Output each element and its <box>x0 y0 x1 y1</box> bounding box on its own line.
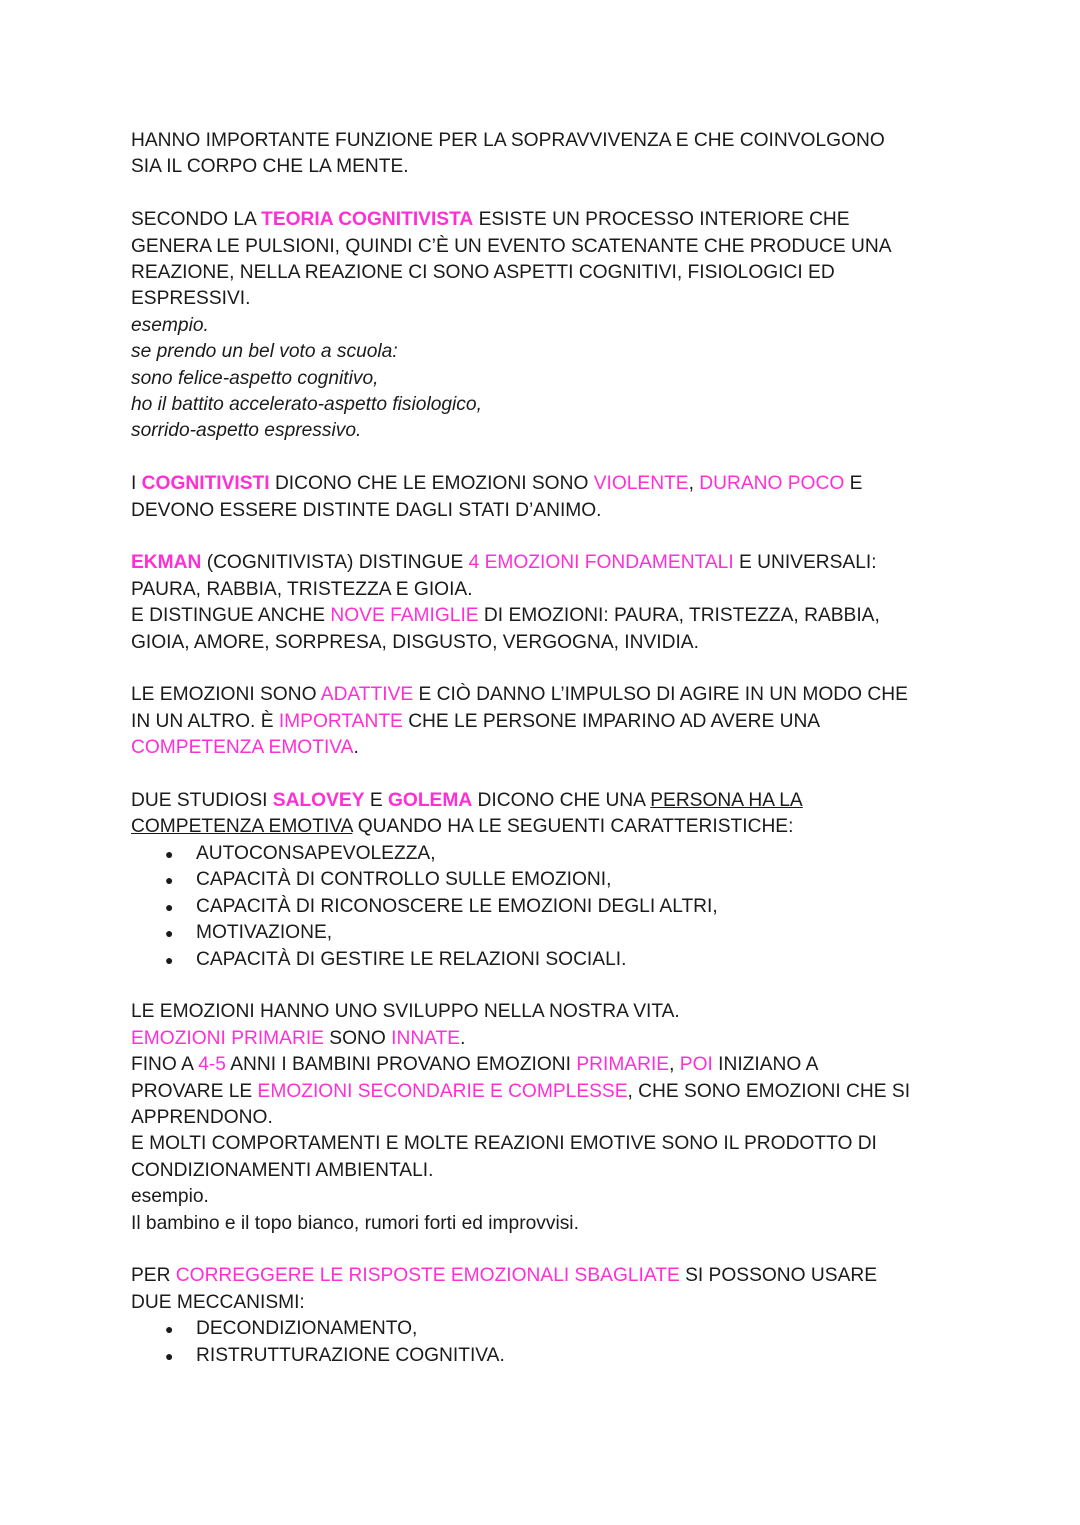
text-line: APPRENDONO. <box>131 1106 273 1128</box>
ekman-paragraph <box>131 550 971 656</box>
text-run: . <box>353 737 359 759</box>
text-line: GENERA LE PULSIONI, QUINDI C’È UN EVENTO SCATENANTE CHE PRODUCE UNA <box>131 235 892 257</box>
example-line: sono felice-aspetto cognitivo, <box>131 367 379 389</box>
list-item: ● RISTRUTTURAZIONE COGNITIVA. <box>131 1343 971 1369</box>
highlight-primarie: PRIMARIE <box>576 1054 670 1076</box>
document-page <box>131 128 971 1369</box>
highlight-teoria-cognitivista: TEORIA COGNITIVISTA <box>261 209 474 231</box>
intro-line-1: HANNO IMPORTANTE FUNZIONE PER LA SOPRAVVIVENZA E CHE COINVOLGONO <box>131 130 885 151</box>
list-item: ● DECONDIZIONAMENTO, <box>131 1316 971 1342</box>
text-run: E CIÒ DANNO L’IMPULSO DI AGIRE IN UN MODO CHE <box>413 684 908 706</box>
highlight-poi: POI <box>679 1054 713 1076</box>
highlight-emozioni-secondarie: EMOZIONI SECONDARIE E COMPLESSE <box>257 1080 628 1102</box>
text-run: DUE STUDIOSI <box>131 790 273 812</box>
text-run: E UNIVERSALI: <box>733 552 877 574</box>
text-run: E <box>364 790 388 812</box>
highlight-importante: IMPORTANTE <box>278 710 403 732</box>
text-line: PAURA, RABBIA, TRISTEZZA E GIOIA. <box>131 578 473 600</box>
highlight-violente: VIOLENTE <box>593 473 689 495</box>
text-run: IN UN ALTRO. È <box>131 710 279 732</box>
text-run: SI POSSONO USARE <box>679 1265 878 1287</box>
sviluppo-paragraph <box>131 999 971 1237</box>
text-run: E DISTINGUE ANCHE <box>131 605 331 627</box>
intro-line-2: SIA IL CORPO CHE LA MENTE. <box>131 156 409 178</box>
underline-competenza: COMPETENZA EMOTIVA <box>131 816 353 838</box>
text-line: DEVONO ESSERE DISTINTE DAGLI STATI D’ANIMO. <box>131 499 602 521</box>
highlight-golema: GOLEMA <box>387 790 473 812</box>
text-line: E MOLTI COMPORTAMENTI E MOLTE REAZIONI EMOTIVE SONO IL PRODOTTO DI <box>131 1133 877 1155</box>
highlight-cognitivisti: COGNITIVISTI <box>141 473 270 495</box>
list-item: ● CAPACITÀ DI CONTROLLO SULLE EMOZIONI, <box>131 867 971 893</box>
text-run: QUANDO HA LE SEGUENTI CARATTERISTICHE: <box>352 816 794 838</box>
example-line: se prendo un bel voto a scuola: <box>131 341 398 363</box>
example-label: esempio. <box>131 314 209 336</box>
text-line: GIOIA, AMORE, SORPRESA, DISGUSTO, VERGOGNA, INVIDIA. <box>131 631 699 653</box>
correggere-paragraph <box>131 1263 971 1316</box>
highlight-4-emozioni: 4 EMOZIONI FONDAMENTALI <box>468 552 734 574</box>
text-line: LE EMOZIONI HANNO UNO SVILUPPO NELLA NOSTRA VITA. <box>131 1001 680 1023</box>
text-run: SECONDO LA <box>131 209 262 231</box>
text-run: SONO <box>323 1027 392 1049</box>
text-line: REAZIONE, NELLA REAZIONE CI SONO ASPETTI COGNITIVI, FISIOLOGICI ED <box>131 262 835 284</box>
highlight-correggere: CORREGGERE LE RISPOSTE EMOZIONALI SBAGLIATE <box>175 1265 680 1287</box>
text-run: DICONO CHE UNA <box>472 790 651 812</box>
text-run: LE EMOZIONI SONO <box>131 684 321 706</box>
list-item: ● MOTIVAZIONE, <box>131 920 971 946</box>
highlight-nove-famiglie: NOVE FAMIGLIE <box>330 605 479 627</box>
competenza-list <box>131 841 971 973</box>
text-run: ESISTE UN PROCESSO INTERIORE CHE <box>473 209 850 231</box>
list-item: ● CAPACITÀ DI RICONOSCERE LE EMOZIONI DEGLI ALTRI, <box>131 894 971 920</box>
teoria-cognitivista-paragraph <box>131 207 971 445</box>
highlight-adattive: ADATTIVE <box>320 684 414 706</box>
text-run: I <box>131 473 142 495</box>
highlight-emozioni-primarie: EMOZIONI PRIMARIE <box>131 1027 324 1049</box>
list-item: ● CAPACITÀ DI GESTIRE LE RELAZIONI SOCIALI. <box>131 947 971 973</box>
highlight-competenza-emotiva: COMPETENZA EMOTIVA <box>131 737 354 759</box>
text-run: INIZIANO A <box>712 1054 819 1076</box>
list-item: ● AUTOCONSAPEVOLEZZA, <box>131 841 971 867</box>
text-run: . <box>460 1027 466 1049</box>
text-run: DI EMOZIONI: PAURA, TRISTEZZA, RABBIA, <box>478 605 880 627</box>
text-run: PROVARE LE <box>131 1080 258 1102</box>
highlight-4-5: 4-5 <box>198 1054 226 1076</box>
text-run: , <box>688 473 700 495</box>
cognitivisti-paragraph <box>131 471 971 524</box>
text-run: DICONO CHE LE EMOZIONI SONO <box>269 473 594 495</box>
adattive-paragraph <box>131 682 971 761</box>
example-line: sorrido-aspetto espressivo. <box>131 420 362 442</box>
text-run: ANNI I BAMBINI PROVANO EMOZIONI <box>225 1054 577 1076</box>
text-line: DUE MECCANISMI: <box>131 1291 305 1313</box>
salovey-golema-paragraph <box>131 788 971 841</box>
highlight-innate: INNATE <box>391 1027 461 1049</box>
meccanismi-list <box>131 1316 971 1369</box>
text-run: , <box>669 1054 680 1076</box>
underline-persona: PERSONA HA LA <box>650 790 803 812</box>
highlight-salovey: SALOVEY <box>272 790 365 812</box>
highlight-ekman: EKMAN <box>131 552 202 574</box>
intro-paragraph <box>131 128 971 181</box>
text-line: ESPRESSIVI. <box>131 288 251 310</box>
example-line: Il bambino e il topo bianco, rumori forti ed improvvisi. <box>131 1212 579 1234</box>
highlight-durano-poco: DURANO POCO <box>699 473 845 495</box>
text-run: CHE LE PERSONE IMPARINO AD AVERE UNA <box>402 710 821 732</box>
example-label: esempio. <box>131 1186 209 1208</box>
text-run: FINO A <box>131 1054 199 1076</box>
text-run: PER <box>131 1265 176 1287</box>
text-run: (COGNITIVISTA) DISTINGUE <box>201 552 469 574</box>
example-line: ho il battito accelerato-aspetto fisiologico, <box>131 394 482 416</box>
text-run: E <box>844 473 863 495</box>
text-run: , CHE SONO EMOZIONI CHE SI <box>627 1080 911 1102</box>
text-line: CONDIZIONAMENTI AMBIENTALI. <box>131 1159 434 1181</box>
